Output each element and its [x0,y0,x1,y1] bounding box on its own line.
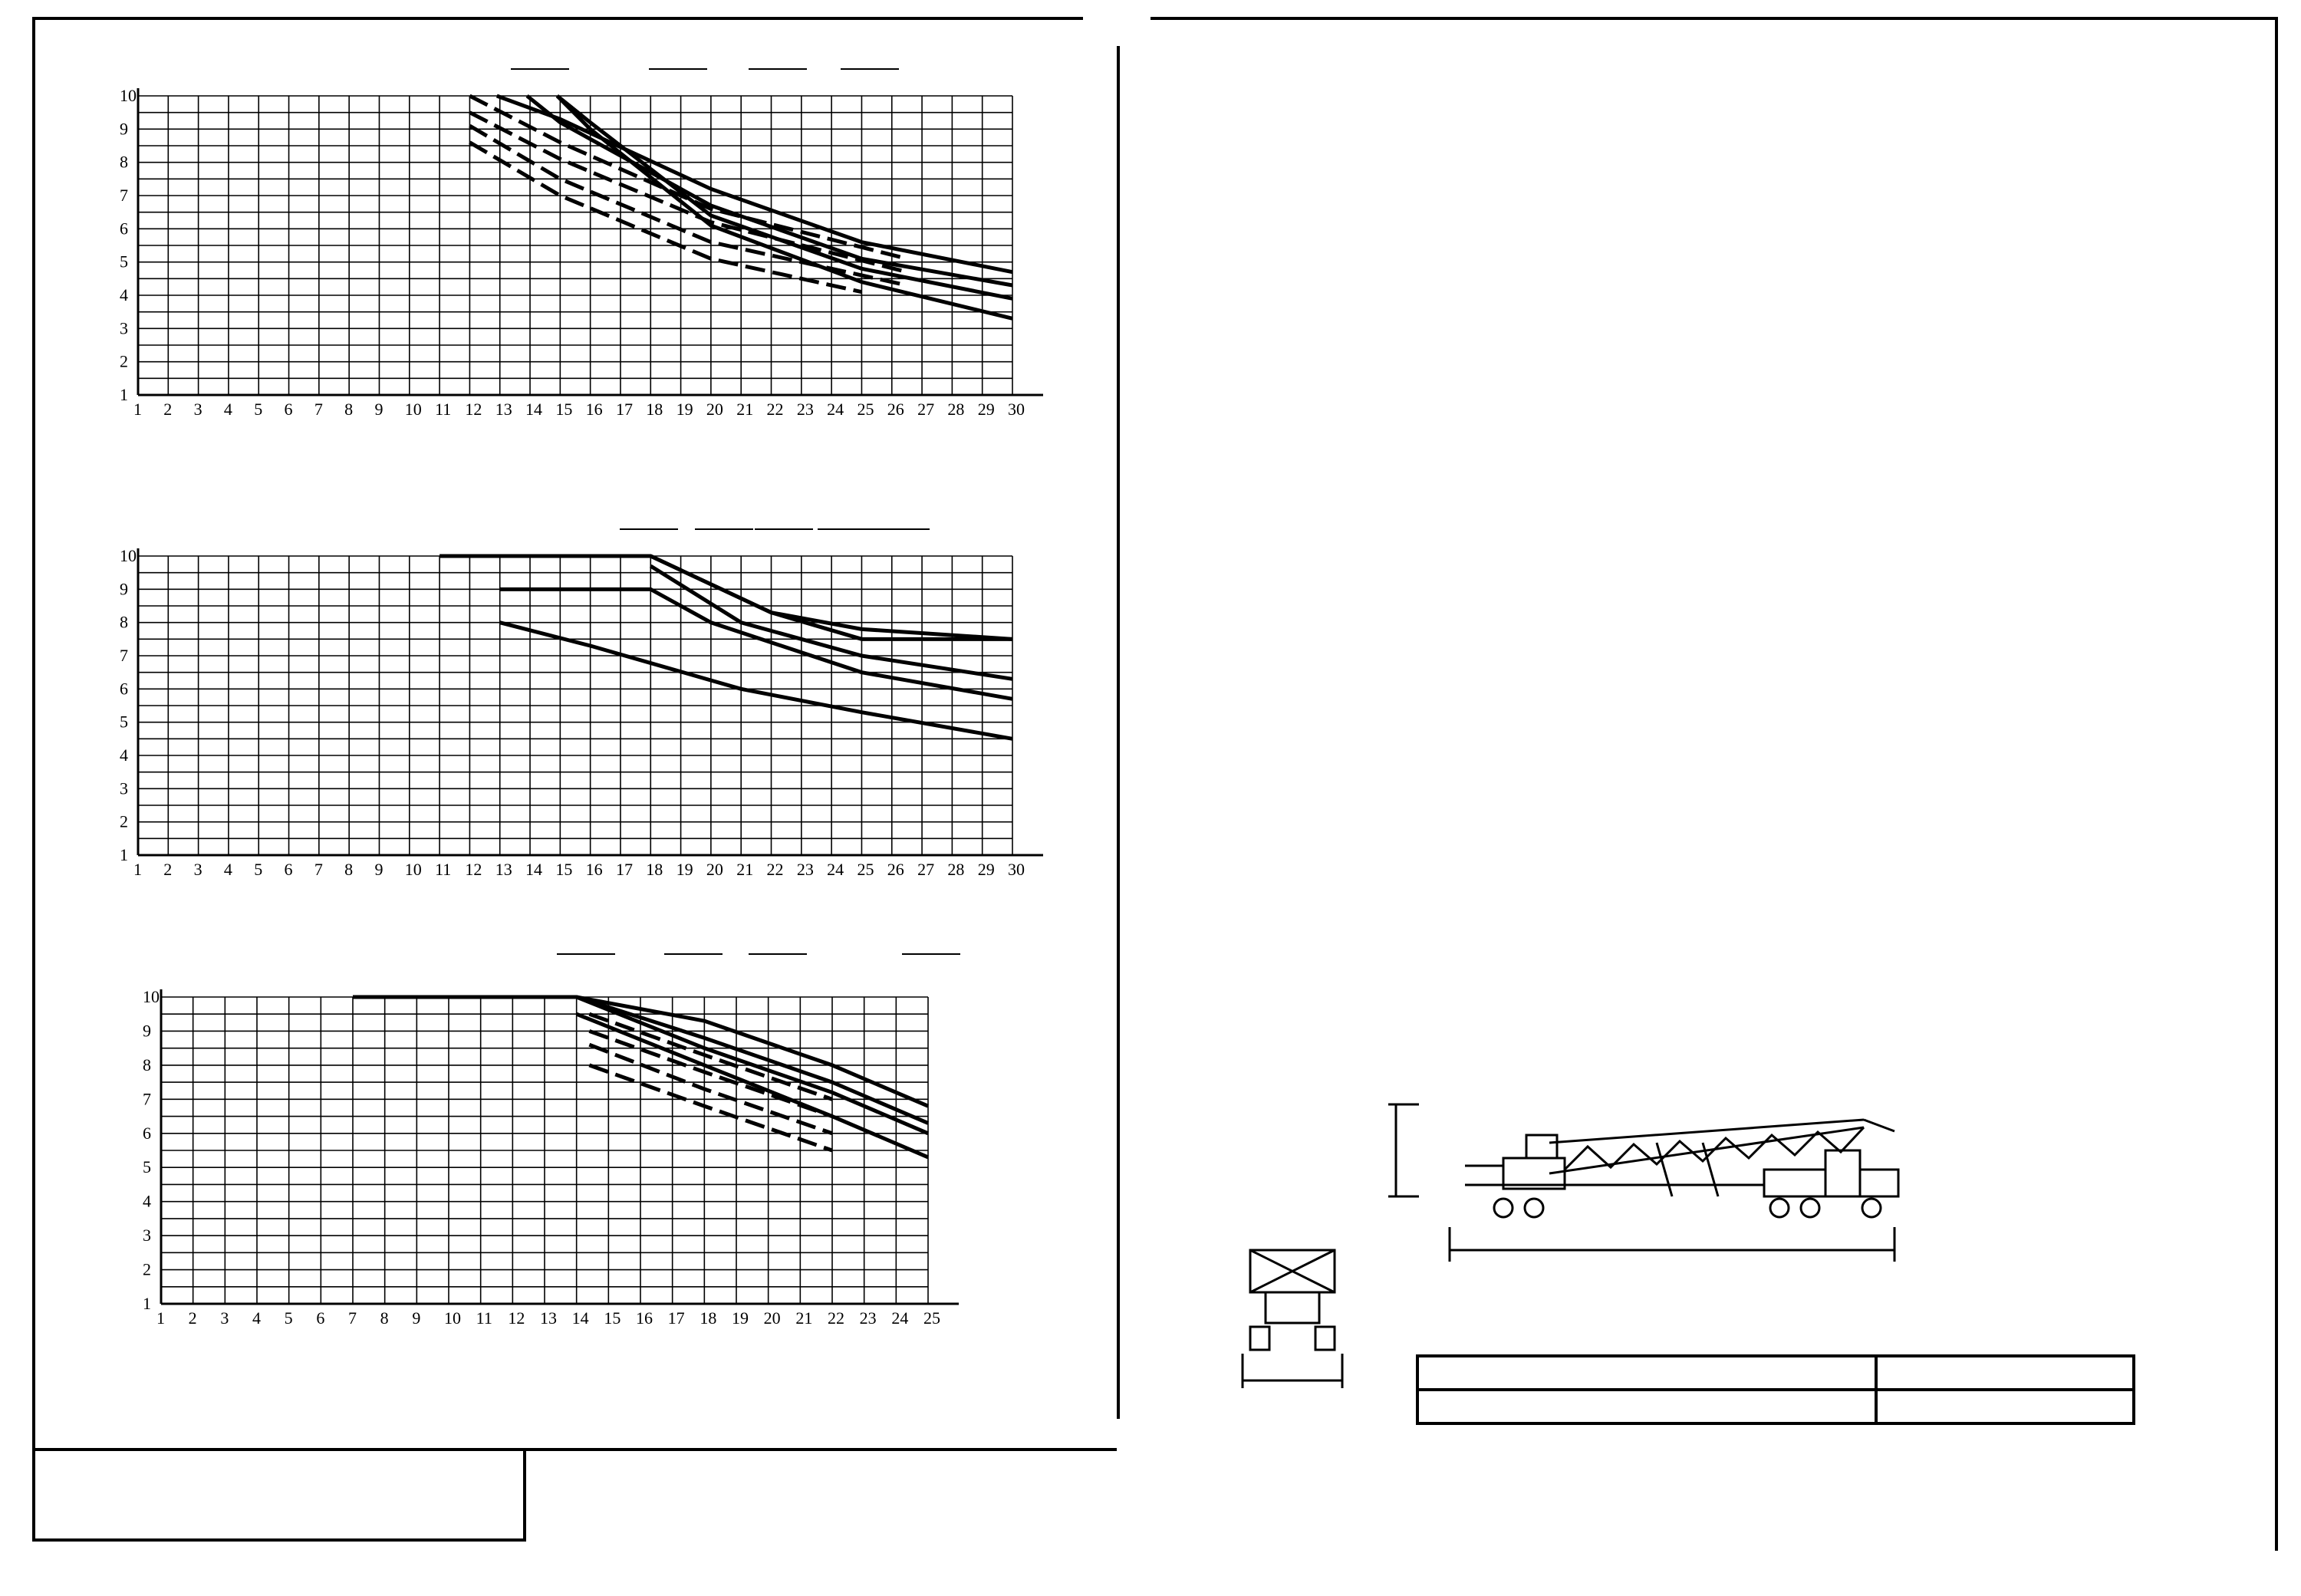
x-tick-label: 5 [254,400,263,419]
y-tick-label: 9 [120,119,128,139]
spec-row [1170,145,2260,179]
x-tick-label: 27 [917,860,935,879]
mass-label-tractor [1417,1390,1876,1423]
x-tick-label: 14 [525,860,543,879]
x-tick-label: 7 [348,1308,357,1328]
mass-value-tractor [1876,1390,2134,1423]
x-tick-label: 20 [706,400,723,419]
x-tick-label: 12 [465,400,482,419]
x-tick-label: 23 [796,400,814,419]
x-tick-label: 2 [163,400,173,419]
y-tick-label: 10 [120,546,137,565]
x-tick-label: 1 [156,1308,165,1328]
spec-row [1170,1045,2260,1079]
y-tick-label: 7 [120,186,128,205]
x-tick-label: 19 [676,400,693,419]
x-tick-label: 4 [223,400,232,419]
y-tick-label: 1 [120,385,128,404]
spec-row [1170,712,2260,745]
table-row [1417,1356,2134,1390]
x-tick-label: 22 [766,860,784,879]
spec-row [1170,612,2260,646]
x-tick-label: 30 [1008,860,1025,879]
x-tick-label: 2 [163,860,173,879]
x-tick-label: 23 [796,860,814,879]
x-tick-label: 6 [316,1308,325,1328]
y-tick-label: 3 [120,778,128,798]
x-tick-label: 29 [977,400,995,419]
specifications-list [1170,44,2260,1079]
x-tick-label: 22 [766,400,784,419]
x-tick-label: 20 [706,860,723,879]
x-tick-label: 16 [585,400,603,419]
spec-row [1170,812,2260,846]
x-tick-label: 18 [646,860,663,879]
x-tick-label: 10 [404,400,422,419]
spec-row [1170,412,2260,446]
x-tick-label: 28 [947,400,965,419]
x-tick-label: 8 [344,400,354,419]
y-tick-label: 3 [143,1226,151,1246]
y-tick-label: 2 [143,1259,151,1279]
mass-distribution-table [1416,1354,2135,1425]
y-tick-label: 9 [120,579,128,599]
x-tick-label: 13 [495,860,512,879]
x-tick-label: 4 [252,1308,261,1328]
x-tick-label: 7 [314,400,323,419]
spec-row [1170,378,2260,412]
x-tick-label: 28 [947,860,965,879]
spec-row [1170,946,2260,979]
x-tick-label: 1 [133,400,142,419]
x-tick-label: 29 [977,860,995,879]
spec-row [1170,845,2260,879]
x-tick-label: 19 [676,860,693,879]
x-tick-label: 11 [435,860,452,879]
x-tick-label: 15 [604,1308,621,1328]
series-line [557,96,1012,298]
y-tick-label: 4 [120,745,128,765]
spec-row [1170,111,2260,145]
y-tick-label: 4 [120,285,128,304]
y-tick-label: 1 [120,845,128,864]
spec-row [1170,912,2260,946]
x-tick-label: 17 [667,1308,685,1328]
x-tick-label: 25 [857,860,874,879]
x-tick-label: 5 [254,860,263,879]
x-tick-label: 26 [887,860,904,879]
y-tick-label: 10 [143,987,160,1006]
x-tick-label: 24 [891,1308,909,1328]
x-tick-label: 2 [188,1308,197,1328]
x-tick-label: 30 [1008,400,1025,419]
x-tick-label: 21 [795,1308,813,1328]
x-tick-label: 6 [284,400,293,419]
y-tick-label: 2 [120,811,128,831]
x-tick-label: 12 [508,1308,525,1328]
model-title-box [32,1448,526,1542]
x-tick-label: 9 [412,1308,421,1328]
x-tick-label: 21 [736,860,754,879]
y-tick-label: 7 [143,1089,151,1109]
y-tick-label: 5 [143,1157,151,1177]
x-tick-label: 4 [223,860,232,879]
x-tick-label: 18 [646,400,663,419]
x-tick-label: 25 [857,400,874,419]
load-chart-14-20 [92,46,1089,437]
x-tick-label: 24 [827,400,844,419]
y-tick-label: 8 [143,1055,151,1074]
x-tick-label: 8 [380,1308,389,1328]
left-border [32,17,35,1448]
y-tick-label: 2 [120,351,128,371]
x-tick-label: 25 [923,1308,940,1328]
spec-row [1170,445,2260,479]
top-rule-left [32,17,1083,20]
x-tick-label: 13 [540,1308,557,1328]
spec-row [1170,645,2260,679]
x-tick-label: 10 [444,1308,461,1328]
x-tick-label: 26 [887,400,904,419]
spec-row [1170,1012,2260,1046]
x-tick-label: 16 [585,860,603,879]
transport-end-view-drawing [1235,1242,1373,1388]
series-line [469,143,861,292]
x-tick-label: 6 [284,860,293,879]
spec-row [1170,245,2260,278]
y-tick-label: 1 [143,1294,151,1313]
mass-value-trolleys [1876,1356,2134,1390]
spec-row [1170,278,2260,312]
right-border [2275,17,2278,1551]
spec-row [1170,679,2260,712]
spec-row [1170,879,2260,913]
spec-row [1170,745,2260,779]
x-tick-label: 17 [615,400,633,419]
x-tick-label: 9 [374,860,384,879]
x-tick-label: 16 [636,1308,653,1328]
x-tick-label: 10 [404,860,422,879]
x-tick-label: 22 [828,1308,844,1328]
y-tick-label: 3 [120,318,128,338]
x-tick-label: 19 [732,1308,749,1328]
spec-row [1170,345,2260,379]
spec-row [1170,778,2260,812]
x-tick-label: 3 [220,1308,229,1328]
x-tick-label: 5 [284,1308,293,1328]
load-chart-28-32 [92,506,1089,890]
x-tick-label: 1 [133,860,142,879]
x-tick-label: 20 [763,1308,781,1328]
table-row [1417,1390,2134,1423]
y-tick-label: 6 [143,1123,151,1143]
spec-row [1170,578,2260,612]
x-tick-label: 24 [827,860,844,879]
y-tick-label: 5 [120,712,128,732]
x-tick-label: 8 [344,860,354,879]
mass-label-trolleys [1417,1356,1876,1390]
y-tick-label: 6 [120,219,128,239]
series-line [589,1014,832,1099]
x-tick-label: 15 [555,400,573,419]
column-divider [1117,46,1120,1419]
x-tick-label: 13 [495,400,512,419]
y-tick-label: 8 [120,152,128,172]
x-tick-label: 3 [193,400,202,419]
x-tick-label: 11 [435,400,452,419]
load-chart-00-13 [115,928,1089,1350]
y-tick-label: 4 [143,1191,151,1211]
spec-row [1170,78,2260,112]
x-tick-label: 23 [859,1308,877,1328]
y-tick-label: 7 [120,646,128,665]
y-tick-label: 6 [120,679,128,699]
x-tick-label: 14 [525,400,543,419]
x-tick-label: 7 [314,860,323,879]
y-tick-label: 5 [120,252,128,271]
spec-row [1170,44,2260,78]
spec-row [1170,178,2260,212]
x-tick-label: 11 [476,1308,492,1328]
spec-row [1170,545,2260,579]
x-tick-label: 3 [193,860,202,879]
y-tick-label: 10 [120,86,137,105]
x-tick-label: 15 [555,860,573,879]
spec-row [1170,979,2260,1012]
x-tick-label: 21 [736,400,754,419]
spec-row [1170,479,2260,512]
spec-row [1170,311,2260,345]
x-tick-label: 12 [465,860,482,879]
x-tick-label: 18 [700,1308,717,1328]
x-tick-label: 14 [571,1308,589,1328]
y-tick-label: 8 [120,612,128,632]
spec-row [1170,212,2260,245]
x-tick-label: 17 [615,860,633,879]
y-tick-label: 9 [143,1021,151,1041]
top-rule-right [1150,17,2278,20]
spec-row [1170,512,2260,545]
x-tick-label: 9 [374,400,384,419]
x-tick-label: 27 [917,400,935,419]
